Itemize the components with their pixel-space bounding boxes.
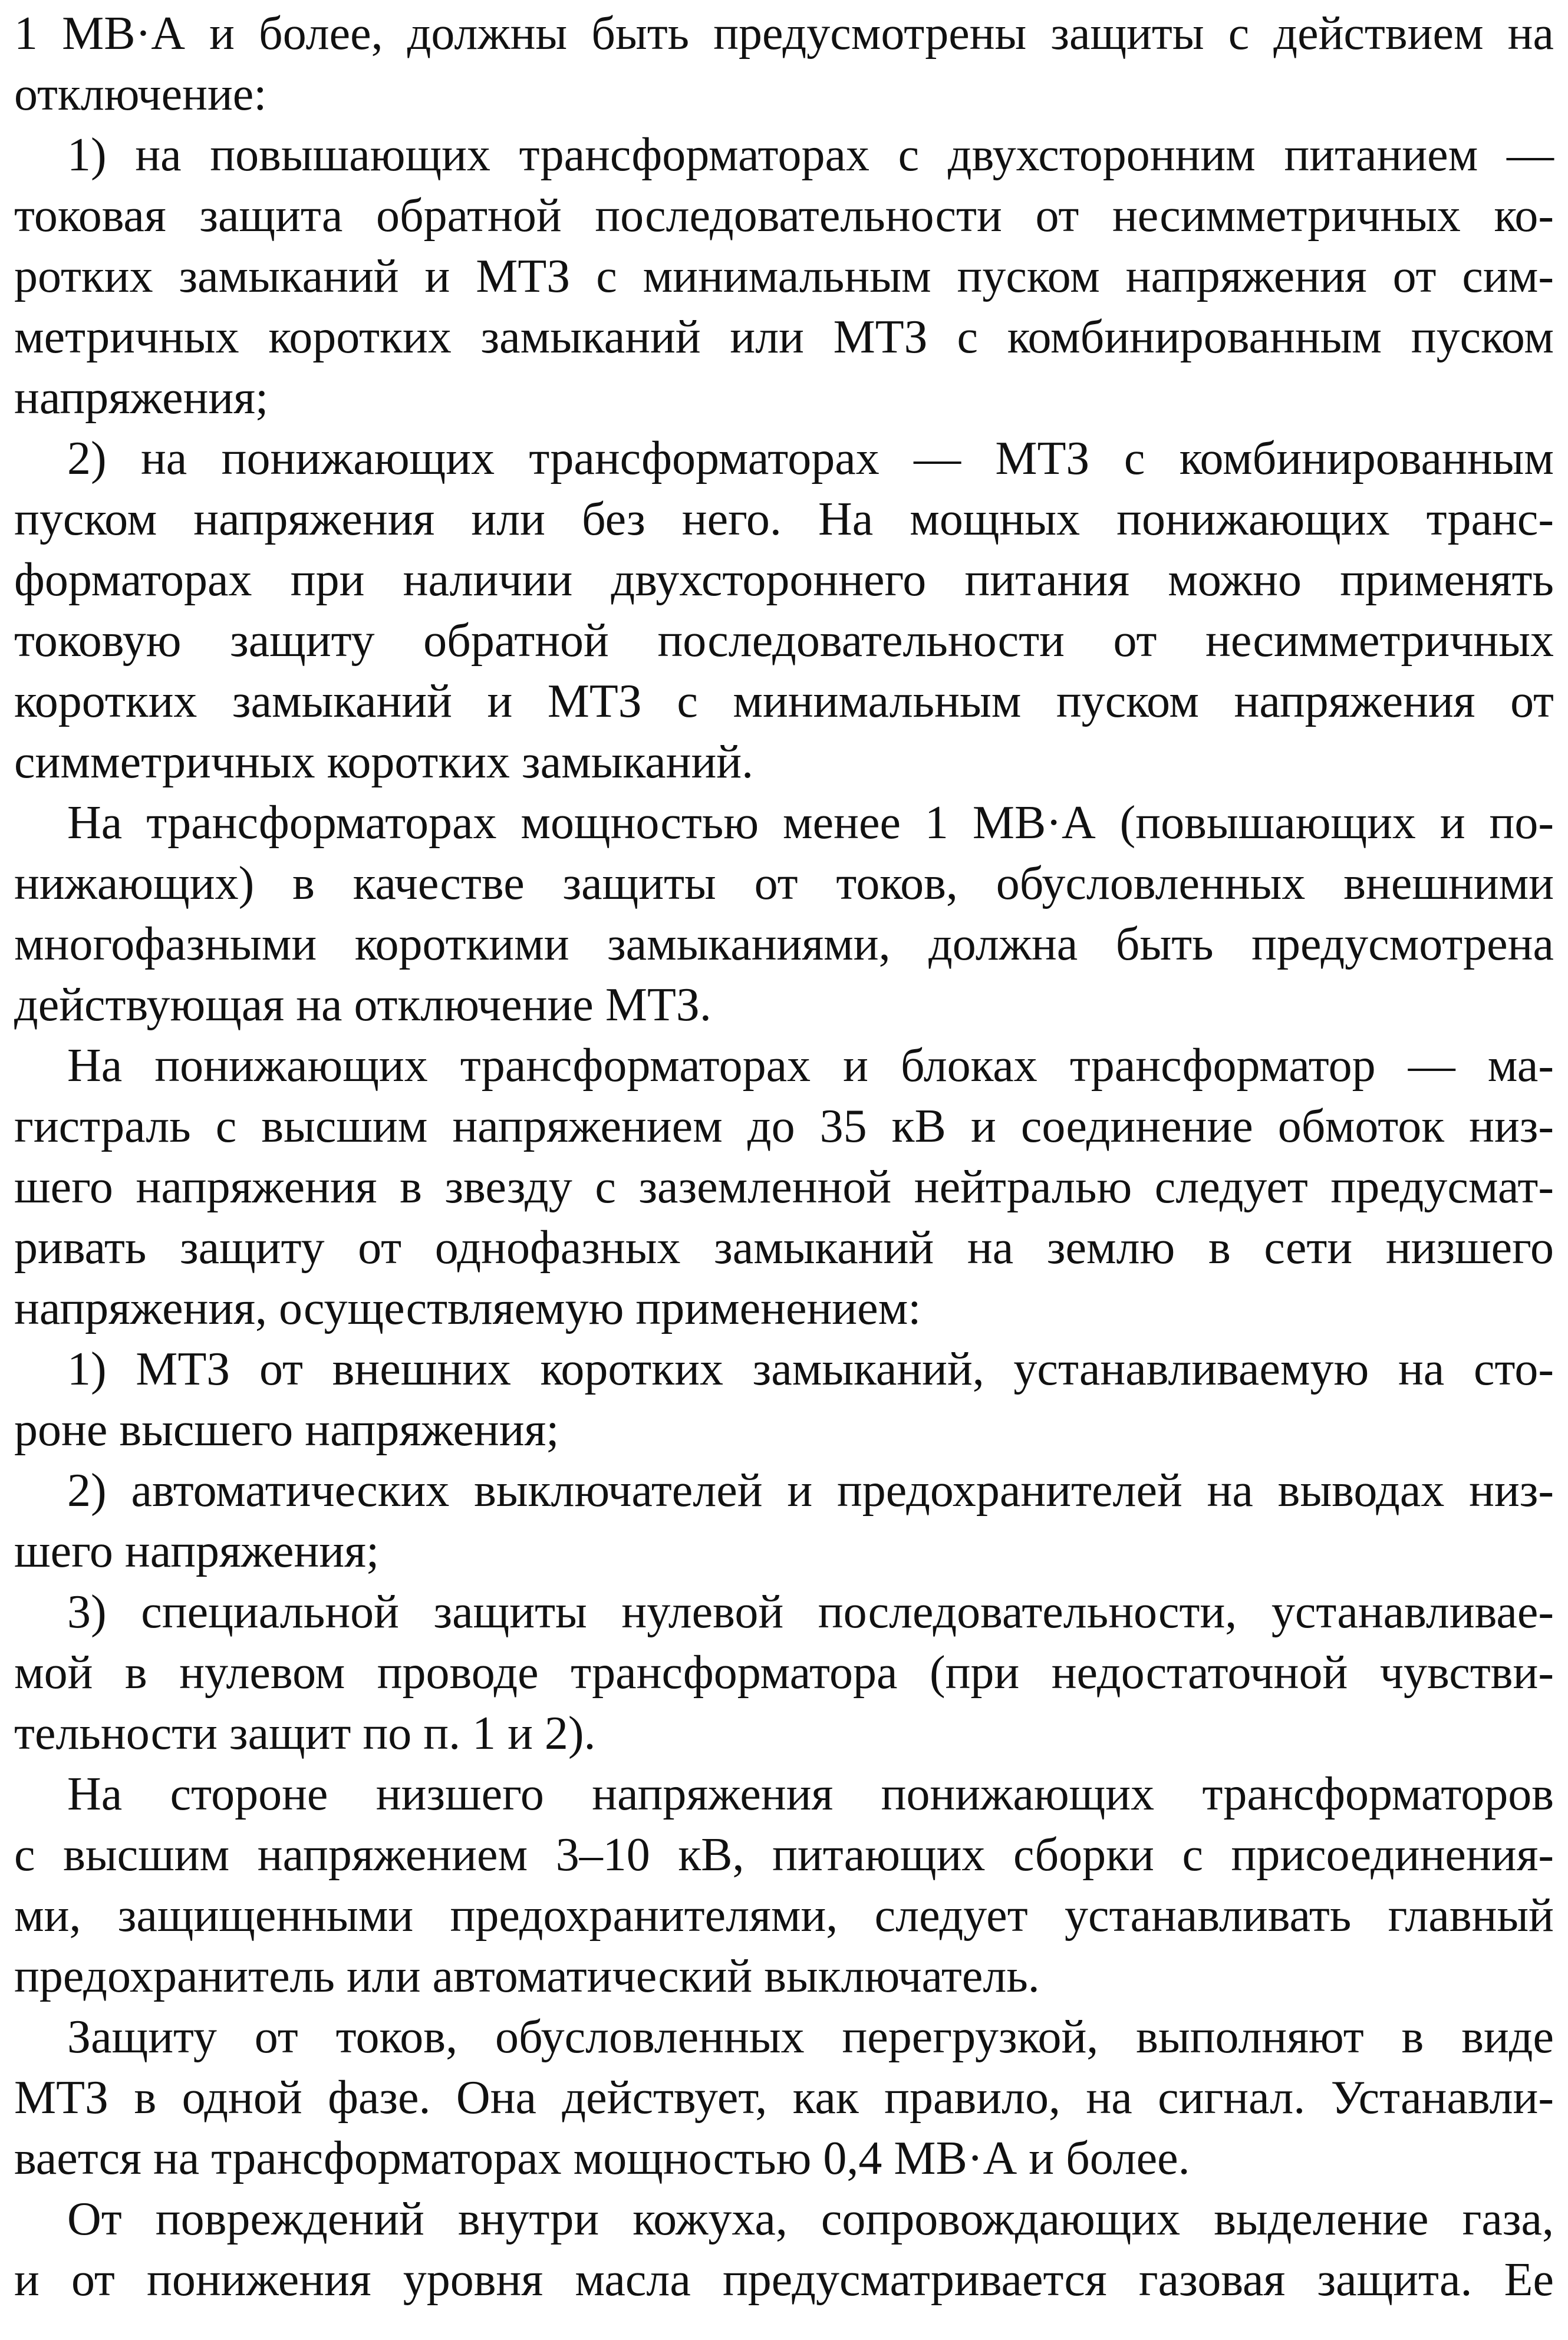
text-line: нижающих) в качестве защиты от токов, обусловленных внешними <box>14 858 1554 909</box>
text-line: ротких замыканий и МТЗ с минимальным пуском напряжения от сим- <box>14 251 1554 302</box>
text-line: ми, защищенными предохранителями, следует устанавливать главный <box>14 1890 1554 1942</box>
text-line: пуском напряжения или без него. На мощных понижающих транс- <box>14 493 1554 545</box>
text-line: предохранитель или автоматический выключатель. <box>14 1950 1040 2002</box>
text-line: Защиту от токов, обусловленных перегрузкой, выполняют в виде <box>67 2011 1554 2063</box>
text-line: токовую защиту обратной последовательности от несимметричных <box>14 615 1554 667</box>
text-line: напряжения; <box>14 372 269 424</box>
text-line: 1) МТЗ от внешних коротких замыканий, устанавливаемую на сто- <box>67 1343 1554 1395</box>
text-line: роне высшего напряжения; <box>14 1404 559 1456</box>
text-line: На трансформаторах мощностью менее 1 МВ·А (повышающих и по- <box>67 797 1554 849</box>
text-line: метричных коротких замыканий или МТЗ с комбинированным пуском <box>14 311 1554 363</box>
text-line: с высшим напряжением 3–10 кВ, питающих сборки с присоединения- <box>14 1829 1554 1881</box>
text-line: и от понижения уровня масла предусматривается газовая защита. Ее <box>14 2254 1554 2306</box>
text-line: тельности защит по п. 1 и 2). <box>14 1708 596 1759</box>
text-line: коротких замыканий и МТЗ с минимальным пуском напряжения от <box>14 675 1554 727</box>
text-line: От повреждений внутри кожуха, сопровождающих выделение газа, <box>67 2193 1554 2245</box>
text-line: шего напряжения в звезду с заземленной нейтралью следует предусмат- <box>14 1161 1554 1213</box>
text-line: форматорах при наличии двухстороннего питания можно применять <box>14 554 1554 606</box>
text-line: 1 МВ·А и более, должны быть предусмотрены защиты с действием на <box>14 8 1554 60</box>
text-line: гистраль с высшим напряжением до 35 кВ и соединение обмоток низ- <box>14 1100 1554 1152</box>
text-line: ривать защиту от однофазных замыканий на землю в сети низшего <box>14 1222 1554 1274</box>
text-line: напряжения, осуществляемую применением: <box>14 1283 921 1334</box>
text-line: На стороне низшего напряжения понижающих трансформаторов <box>67 1768 1554 1820</box>
text-line: шего напряжения; <box>14 1525 380 1577</box>
text-line: мой в нулевом проводе трансформатора (при недостаточной чувстви- <box>14 1647 1554 1699</box>
text-line: симметричных коротких замыканий. <box>14 736 754 788</box>
text-line: На понижающих трансформаторах и блоках трансформатор — ма- <box>67 1040 1554 1092</box>
text-line: 3) специальной защиты нулевой последовательности, устанавливае- <box>67 1586 1554 1638</box>
text-line: действующая на отключение МТЗ. <box>14 979 711 1031</box>
text-line: 1) на повышающих трансформаторах с двухсторонним питанием — <box>67 129 1554 181</box>
text-line: токовая защита обратной последовательности от несимметричных ко- <box>14 190 1554 242</box>
text-line: отключение: <box>14 68 267 120</box>
text-line: МТЗ в одной фазе. Она действует, как правило, на сигнал. Устанавли- <box>14 2072 1554 2124</box>
text-line: вается на трансформаторах мощностью 0,4 МВ·А и более. <box>14 2133 1190 2184</box>
text-line: 2) на понижающих трансформаторах — МТЗ с комбинированным <box>67 433 1554 485</box>
text-line: многофазными короткими замыканиями, должна быть предусмотрена <box>14 918 1554 970</box>
text-line: 2) автоматических выключателей и предохранителей на выводах низ- <box>67 1465 1554 1517</box>
